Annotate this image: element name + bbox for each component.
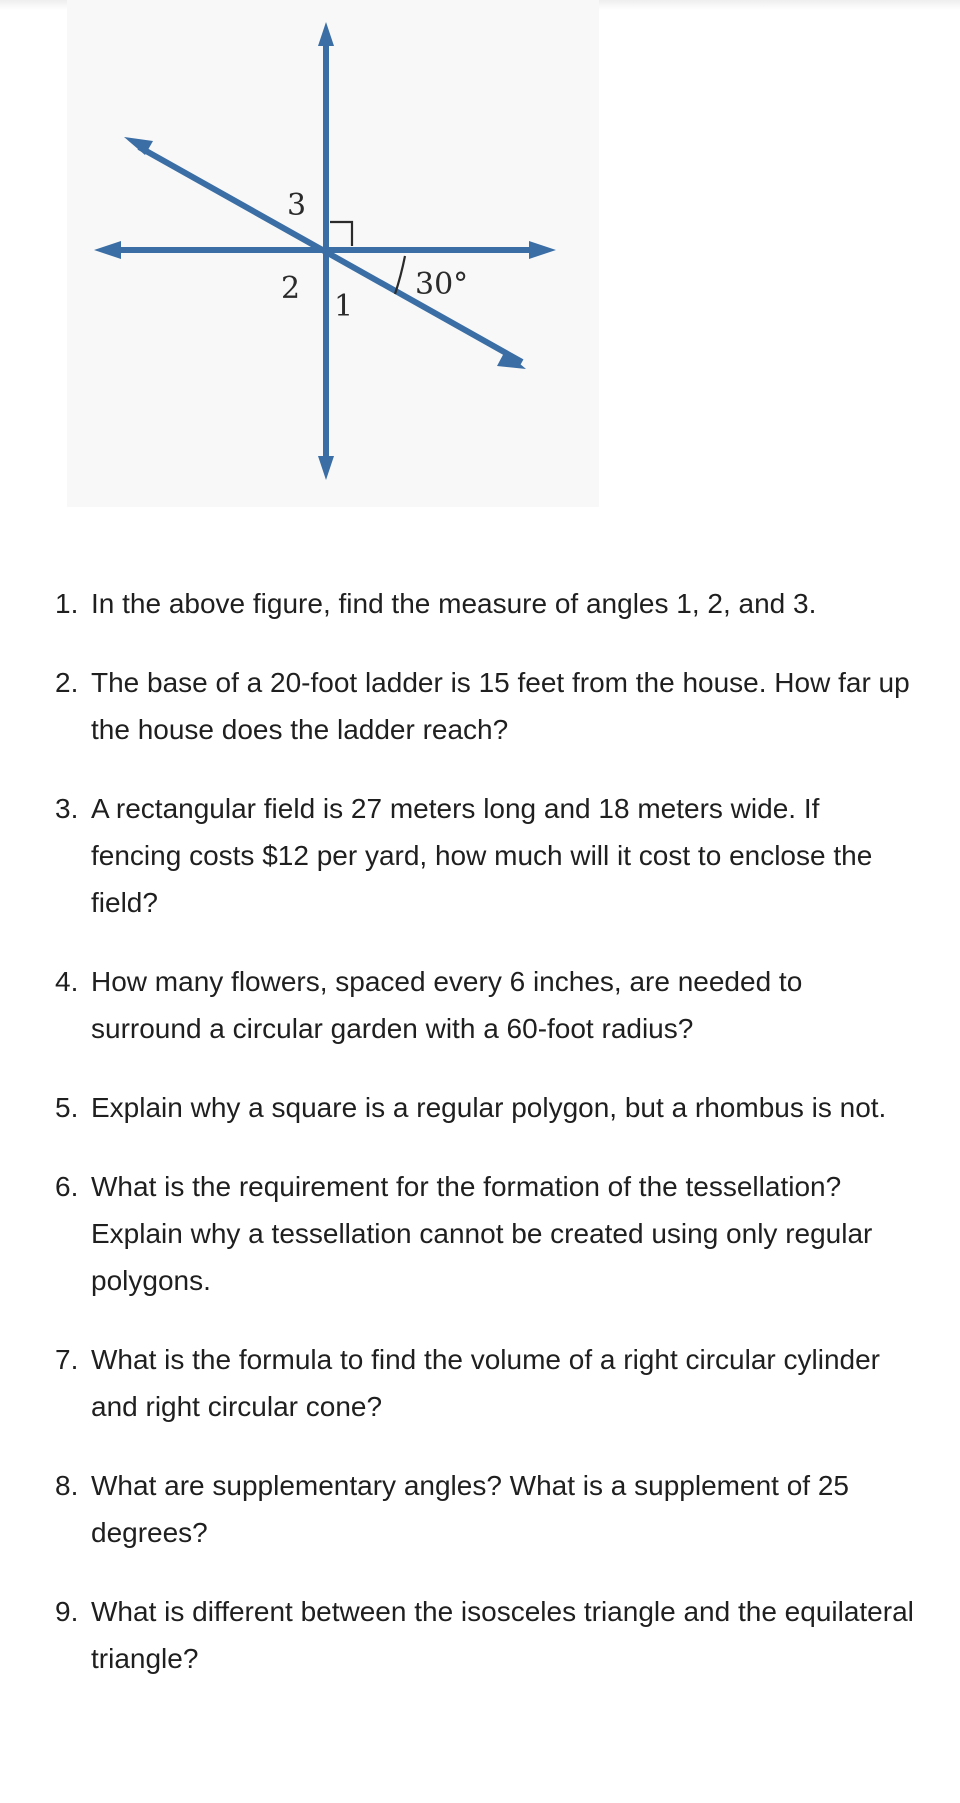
question-text: A rectangular field is 27 meters long and 18 meters wide. If fencing costs $12 per yard, how much will it cost to enclose the field? <box>91 793 873 918</box>
question-number: 5. <box>55 1092 79 1123</box>
question-number: 9. <box>55 1596 79 1627</box>
question-item <box>55 1163 915 1304</box>
question-number: 4. <box>55 966 79 997</box>
question-number: 6. <box>55 1171 79 1202</box>
question-item <box>55 580 915 627</box>
question-number: 3. <box>55 793 79 824</box>
geometry-figure <box>67 0 599 507</box>
question-text: What is different between the isosceles triangle and the equilateral triangle? <box>91 1596 914 1674</box>
angle-label-1: 1 <box>334 289 354 324</box>
angle-label-30: 30° <box>415 267 469 302</box>
question-text: Explain why a square is a regular polygon, but a rhombus is not. <box>91 1092 887 1123</box>
question-item <box>55 958 915 1052</box>
arrowhead-down <box>318 456 334 480</box>
question-text: How many flowers, spaced every 6 inches, are needed to surround a circular garden with a 60-foot radius? <box>91 966 803 1044</box>
question-number: 2. <box>55 667 79 698</box>
question-item <box>55 1462 915 1556</box>
question-text: The base of a 20-foot ladder is 15 feet from the house. How far up the house does the ladder reach? <box>91 667 910 745</box>
angle-label-2: 2 <box>281 271 301 306</box>
angle-label-3: 3 <box>287 188 307 223</box>
question-text: What is the formula to find the volume of a right circular cylinder and right circular cone? <box>91 1344 881 1422</box>
arrowhead-left <box>94 241 121 259</box>
question-text: In the above figure, find the measure of angles 1, 2, and 3. <box>91 588 817 619</box>
question-text: What are supplementary angles? What is a supplement of 25 degrees? <box>91 1470 849 1548</box>
right-angle-marker <box>330 222 352 246</box>
question-item <box>55 1336 915 1430</box>
figure-svg <box>67 0 599 507</box>
transversal-line <box>139 147 522 362</box>
question-number: 7. <box>55 1344 79 1375</box>
question-number: 1. <box>55 588 79 619</box>
question-list <box>55 580 915 1714</box>
question-item <box>55 785 915 926</box>
arrowhead-right <box>529 241 556 259</box>
question-number: 8. <box>55 1470 79 1501</box>
question-item <box>55 659 915 753</box>
question-item <box>55 1084 915 1131</box>
question-item <box>55 1588 915 1682</box>
angle-arc <box>395 256 405 294</box>
question-text: What is the requirement for the formation of the tessellation? Explain why a tessellation cannot be created using only regular polygons. <box>91 1171 873 1296</box>
arrowhead-up <box>318 22 334 46</box>
